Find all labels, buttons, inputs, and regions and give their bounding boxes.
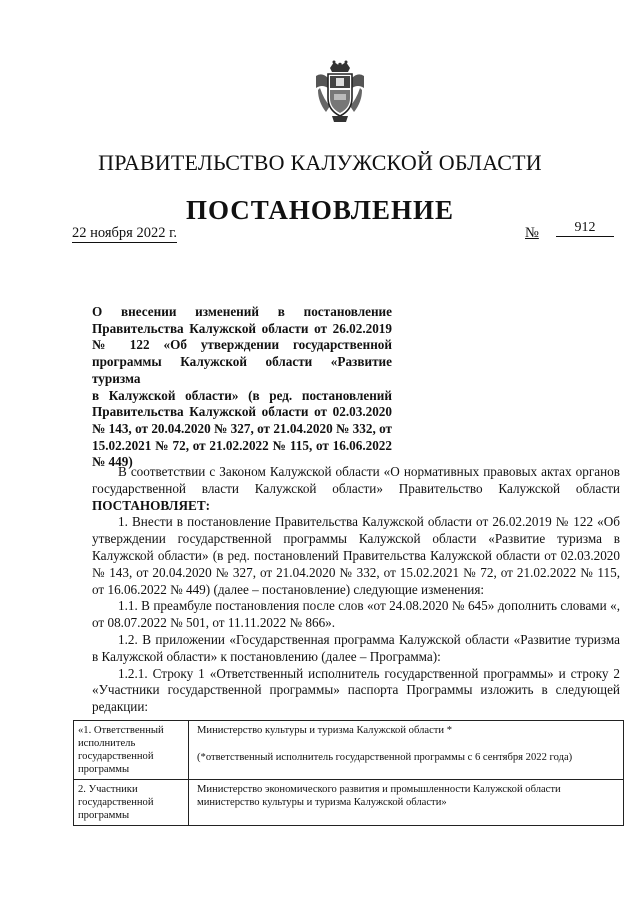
subject-line: № 143, от 20.04.2020 № 327, от 21.04.2020 № 332, от (92, 420, 392, 436)
document-date: 22 ноября 2022 г. (72, 225, 178, 241)
subject-line: О внесении изменений в постановление (92, 304, 392, 319)
subject-line: программы Калужской области «Развитие туризма (92, 354, 392, 386)
document-body (92, 464, 620, 716)
document-number: 912 (556, 219, 614, 237)
body-paragraph: 1.1. В преамбуле постановления после слов «от 24.08.2020 № 645» дополнить словами «, от 08.07.2022 № 501, от 11.11.2022 № 866». (92, 598, 620, 631)
table-row (74, 721, 624, 780)
responsible-executor: Министерство культуры и туризма Калужской области * (197, 725, 453, 736)
subject-line: Правительства Калужской области от 02.03.2020 (92, 404, 392, 420)
document-type-title: ПОСТАНОВЛЕНИЕ (185, 195, 455, 225)
resolves-keyword: ПОСТАНОВЛЯЕТ: (92, 497, 211, 513)
subject-line: Правительства Калужской области от 26.02.2019 (92, 320, 392, 336)
government-title: ПРАВИТЕЛЬСТВО КАЛУЖСКОЙ ОБЛАСТИ (98, 150, 542, 175)
footnote-text: (*ответственный исполнитель государственной программы с 6 сентября 2022 года) (197, 752, 573, 763)
body-paragraph: 1.2. В приложении «Государственная программа Калужской области «Развитие туризма в Калужской области» к постановлению (далее – Программа): (92, 631, 620, 664)
coat-of-arms-icon (312, 58, 368, 124)
subject-line: № 449) (92, 454, 133, 470)
passport-table (73, 720, 624, 826)
paragraph-text: В соответствии с Законом Калужской области «О нормативных правовых актах органов государственной власти Калужской области» Правительство Калужской области (92, 464, 620, 496)
table-cell-label: «1. Ответственный исполнитель государственной программы (74, 721, 189, 780)
body-paragraph: 1. Внести в постановление Правительства Калужской области от 26.02.2019 № 122 «Об утверждении государственной программы Калужской области «Развитие туризма в Калужской области» (в ред. постановлений Правительства Калужской области от 02.03.2020 № 143, от 20.04.2020 № 327, от 21.04.2020 № 332, от 15.02.2021 № 72, от 21.02.2022 № 115, от 16.06.2022 № 449) (далее – постановление) следующие изменения: (92, 514, 620, 597)
table-row (74, 780, 624, 826)
table-cell-value: Министерство экономического развития и промышленности Калужской области министерство культуры и туризма Калужской области» (189, 780, 624, 826)
body-paragraph: 1.2.1. Строку 1 «Ответственный исполнитель государственной программы» и строку 2 «Участники государственной программы» паспорта Программы изложить в следующей редакции: (92, 665, 620, 715)
subject-line: в Калужской области» (в ред. постановлений (92, 387, 392, 403)
document-number-label: № (525, 225, 539, 241)
body-paragraph (92, 464, 620, 514)
document-subject (92, 304, 392, 471)
table-cell-label: 2. Участники государственной программы (74, 780, 189, 826)
subject-line: 15.02.2021 № 72, от 21.02.2022 № 115, от 16.06.2022 (92, 437, 392, 453)
table-cell-value (189, 721, 624, 780)
subject-line: № 122 «Об утверждении государственной (92, 337, 392, 353)
